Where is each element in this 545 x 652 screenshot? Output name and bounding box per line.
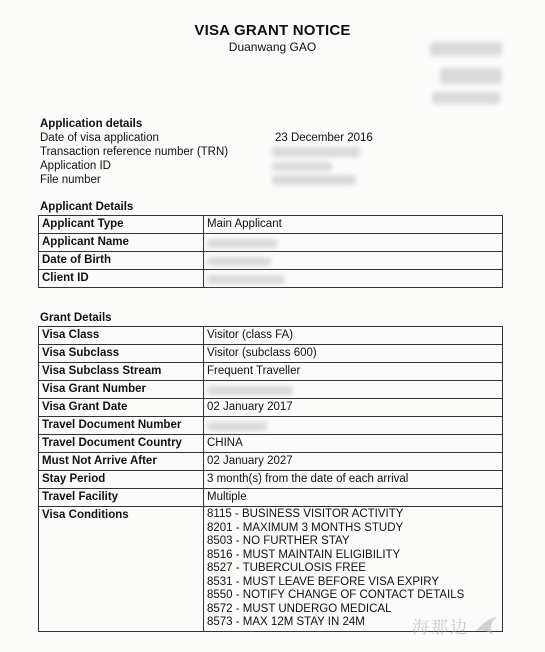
grant-details-title: Grant Details	[40, 312, 112, 324]
redacted-value	[272, 162, 332, 171]
redacted-value	[207, 275, 285, 284]
applicant-type-label: Applicant Type	[39, 216, 204, 234]
redacted-value	[207, 257, 271, 266]
table-row	[39, 327, 503, 345]
application-field-label: File number	[40, 174, 101, 186]
visa-condition-item: 8527 - TUBERCULOSIS FREE	[207, 562, 366, 574]
application-field-label: Date of visa application	[40, 132, 159, 144]
table-row	[39, 453, 503, 471]
visa-condition-item: 8572 - MUST UNDERGO MEDICAL	[207, 602, 392, 615]
visa-grant-number-label: Visa Grant Number	[39, 381, 204, 399]
must-not-arrive-after-label: Must Not Arrive After	[39, 453, 204, 471]
visa-condition-item: 8201 - MAXIMUM 3 MONTHS STUDY	[207, 521, 404, 534]
applicant-details-title: Applicant Details	[40, 201, 134, 213]
table-row	[39, 435, 503, 453]
visa-grant-number-value	[204, 381, 503, 399]
stay-period-value: 3 month(s) from the date of each arrival	[204, 471, 503, 489]
table-row	[39, 252, 503, 270]
visa-condition-item: 8115 - BUSINESS VISITOR ACTIVITY	[207, 508, 404, 520]
applicant-name-label: Applicant Name	[39, 234, 204, 252]
table-row	[39, 345, 503, 363]
application-field-value: 23 December 2016	[275, 132, 373, 144]
redacted-value	[207, 386, 293, 395]
grant-details-table	[38, 326, 503, 632]
application-field-label: Transaction reference number (TRN)	[40, 146, 229, 158]
application-field-label: Application ID	[40, 160, 111, 172]
redacted-value	[207, 239, 277, 248]
table-row	[39, 417, 503, 435]
travel-document-number-value	[204, 417, 503, 435]
watermark-text: 海那边	[412, 618, 469, 638]
travel-document-country-label: Travel Document Country	[39, 435, 204, 453]
visa-subclass-stream-label: Visa Subclass Stream	[39, 363, 204, 381]
table-row	[39, 270, 503, 288]
table-row	[39, 363, 503, 381]
applicant-name-value	[204, 234, 503, 252]
visa-subclass-stream-value: Frequent Traveller	[204, 363, 503, 381]
redacted-address	[430, 42, 502, 56]
table-row	[39, 399, 503, 417]
visa-class-label: Visa Class	[39, 327, 204, 345]
visa-condition-item: 8503 - NO FURTHER STAY	[207, 535, 350, 547]
travel-facility-label: Travel Facility	[39, 489, 204, 507]
visa-class-value: Visitor (class FA)	[204, 327, 503, 345]
redacted-value	[272, 147, 360, 157]
travel-document-number-label: Travel Document Number	[39, 417, 204, 435]
visa-grant-date-value: 02 January 2017	[204, 399, 503, 417]
bird-icon	[473, 615, 499, 637]
table-row	[39, 234, 503, 252]
applicant-details-table	[38, 215, 503, 288]
watermark-logo	[412, 613, 499, 638]
visa-grant-date-label: Visa Grant Date	[39, 399, 204, 417]
visa-subclass-label: Visa Subclass	[39, 345, 204, 363]
date-of-birth-value	[204, 252, 503, 270]
table-row	[39, 471, 503, 489]
visa-conditions-label: Visa Conditions	[39, 507, 204, 632]
visa-condition-item: 8550 - NOTIFY CHANGE OF CONTACT DETAILS	[207, 589, 465, 601]
travel-facility-value: Multiple	[204, 489, 503, 507]
redacted-address	[432, 92, 500, 104]
client-id-label: Client ID	[39, 270, 204, 288]
must-not-arrive-after-value: 02 January 2027	[204, 453, 503, 471]
application-details-title: Application details	[40, 118, 143, 130]
visa-condition-item: 8573 - MAX 12M STAY IN 24M	[207, 616, 365, 628]
redacted-value	[207, 422, 267, 431]
stay-period-label: Stay Period	[39, 471, 204, 489]
travel-document-country-value: CHINA	[204, 435, 503, 453]
applicant-name-heading: Duanwang GAO	[228, 40, 317, 54]
document-title: VISA GRANT NOTICE	[194, 22, 351, 39]
redacted-value	[272, 175, 356, 185]
visa-condition-item: 8531 - MUST LEAVE BEFORE VISA EXPIRY	[207, 575, 440, 588]
table-row	[39, 489, 503, 507]
visa-condition-item: 8516 - MUST MAINTAIN ELIGIBILITY	[207, 548, 401, 561]
visa-subclass-value: Visitor (subclass 600)	[204, 345, 503, 363]
redacted-address	[440, 68, 502, 84]
client-id-value	[204, 270, 503, 288]
date-of-birth-label: Date of Birth	[39, 252, 204, 270]
table-row	[39, 381, 503, 399]
table-row	[39, 216, 503, 234]
applicant-type-value: Main Applicant	[204, 216, 503, 234]
